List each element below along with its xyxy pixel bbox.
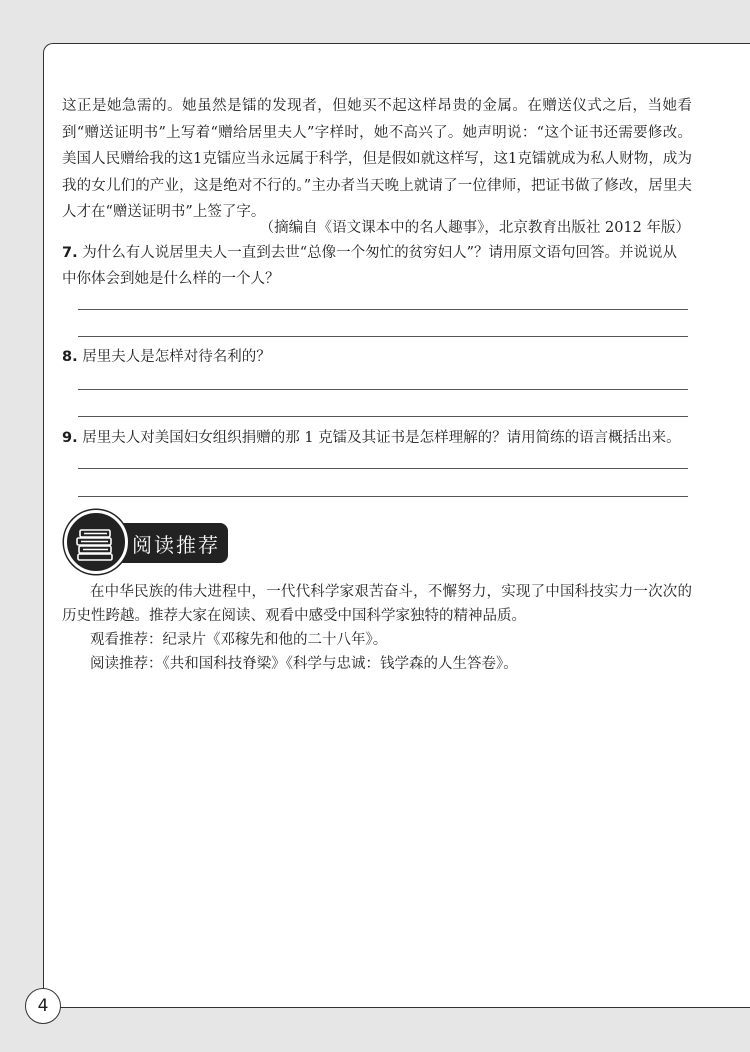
question-text: 为什么有人说居里夫人一直到去世“总像一个匆忙的贫穷妇人”？请用原文语句回答。并说说从中你体会到她是什么样的一个人？ [62, 245, 678, 287]
question-number: 9. [62, 430, 78, 446]
answer-line[interactable] [78, 468, 688, 469]
recommendation-intro: 在中华民族的伟大进程中，一代代科学家艰苦奋斗，不懈努力，实现了中国科技实力一次次的历史性跨越。推荐大家在阅读、观看中感受中国科学家独特的精神品质。 [62, 584, 692, 624]
question-number: 7. [62, 245, 78, 261]
books-icon [64, 510, 128, 574]
answer-line[interactable] [78, 389, 688, 390]
reading-recommendation-banner [64, 510, 229, 580]
question-9 [62, 425, 690, 451]
answer-line[interactable] [78, 336, 688, 337]
question-7 [62, 240, 690, 292]
passage-text: 这正是她急需的。她虽然是镭的发现者，但她买不起这样昂贵的金属。在赠送仪式之后，当她看到“赠送证明书”上写着“赠给居里夫人”字样时，她不高兴了。她声明说：“这个证书还需要修改。美国人民赠给我的这1克镭应当永远属于科学，但是假如就这样写，这1克镭就成为私人财物，成为我的女儿们的产业，这是绝对不行的。”主办者当天晚上就请了一位律师，把证书做了修改，居里夫人才在“赠送证明书”上签了字。 [62, 98, 692, 220]
answer-line[interactable] [78, 496, 688, 497]
question-text: 居里夫人对美国妇女组织捐赠的那 1 克镭及其证书是怎样理解的？请用简练的语言概括出来。 [82, 430, 681, 446]
question-8 [62, 344, 690, 370]
recommendation-read: 阅读推荐：《共和国科技脊梁》《科学与忠诚：钱学森的人生答卷》。 [90, 656, 518, 672]
answer-line[interactable] [78, 309, 688, 310]
answer-line[interactable] [78, 416, 688, 417]
question-number: 8. [62, 349, 78, 365]
banner-label: 阅读推荐 [114, 523, 228, 563]
question-text: 居里夫人是怎样对待名利的？ [82, 349, 271, 365]
source-citation: （摘编自《语文课本中的名人趣事》，北京教育出版社 2012 年版） [259, 220, 690, 236]
page-number: 4 [25, 988, 61, 1024]
recommendation-watch: 观看推荐：纪录片《邓稼先和他的二十八年》。 [90, 632, 388, 648]
